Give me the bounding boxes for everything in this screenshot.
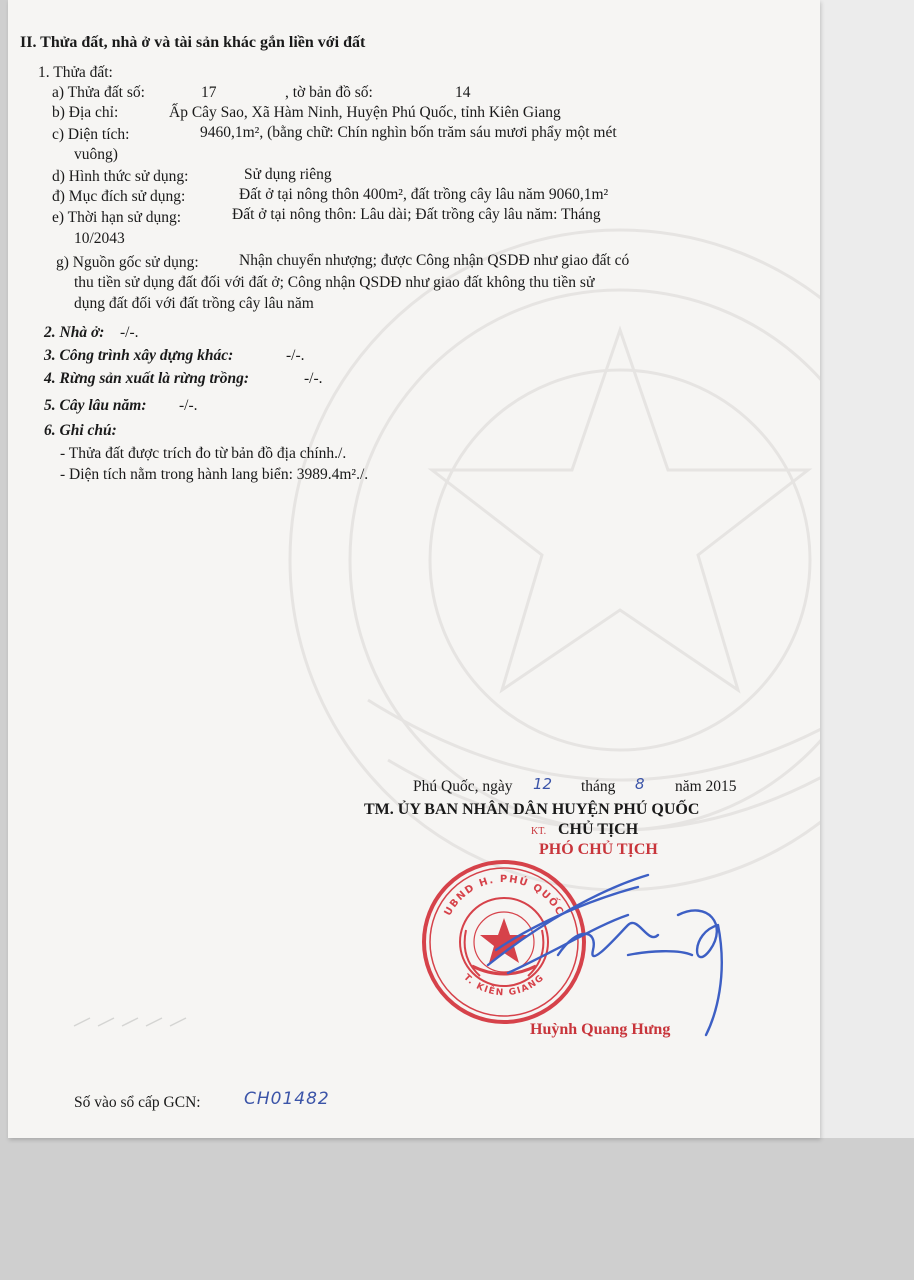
signer-name: Huỳnh Quang Hưng — [530, 1021, 671, 1038]
house-label: 2. Nhà ở: — [44, 324, 105, 341]
purpose-label: đ) Mục đích sử dụng: — [52, 188, 186, 205]
section-heading: II. Thửa đất, nhà ở và tài sản khác gắn liền với đất — [20, 34, 366, 51]
chairman-title: CHỦ TỊCH — [558, 821, 639, 838]
date-prefix: Phú Quốc, ngày — [413, 778, 513, 795]
scan-margin — [820, 0, 914, 1138]
parcel-label: a) Thửa đất số: — [52, 84, 145, 101]
date-month-label: tháng — [581, 778, 616, 795]
perennial-value: -/-. — [179, 397, 198, 414]
house-value: -/-. — [120, 324, 139, 341]
use-form-label: d) Hình thức sử dụng: — [52, 168, 189, 185]
forest-label: 4. Rừng sản xuất là rừng trồng: — [44, 370, 250, 387]
term-value-line1: Đất ở tại nông thôn: Lâu dài; Đất trồng cây lâu năm: Tháng — [232, 206, 601, 223]
date-year: năm 2015 — [675, 778, 737, 795]
purpose-value: Đất ở tại nông thôn 400m², đất trồng cây lâu năm 9060,1m² — [239, 186, 609, 203]
origin-value-line2: thu tiền sử dụng đất đối với đất ở; Công nhận QSDĐ như giao đất không thu tiền sử — [74, 274, 595, 291]
note-item: - Diện tích nằm trong hành lang biển: 3989.4m²./. — [60, 466, 369, 483]
address-value: Ấp Cây Sao, Xã Hàm Ninh, Huyện Phú Quốc, tỉnh Kiên Giang — [169, 104, 561, 121]
vice-chairman-title: PHÓ CHỦ TỊCH — [539, 841, 658, 858]
area-value-line2: vuông) — [74, 146, 118, 163]
term-value-line2: 10/2043 — [74, 230, 125, 247]
area-value-line1: 9460,1m², (bằng chữ: Chín nghìn bốn trăm sáu mươi phẩy một mét — [200, 124, 617, 141]
construction-label: 3. Công trình xây dựng khác: — [44, 347, 234, 364]
registry-number: CH01482 — [244, 1089, 330, 1109]
construction-value: -/-. — [286, 347, 305, 364]
use-form-value: Sử dụng riêng — [244, 166, 332, 183]
seal-text-top: UBND H. PHÚ QUỐC — [442, 873, 566, 918]
area-label: c) Diện tích: — [52, 126, 130, 143]
date-month: 8 — [635, 775, 645, 793]
map-number: 14 — [455, 84, 471, 101]
address-label: b) Địa chỉ: — [52, 104, 119, 121]
term-label: e) Thời hạn sử dụng: — [52, 209, 182, 226]
land-heading: 1. Thửa đất: — [38, 64, 113, 81]
certificate-page — [8, 0, 820, 1138]
parcel-number: 17 — [201, 84, 217, 101]
authority-title: TM. ỦY BAN NHÂN DÂN HUYỆN PHÚ QUỐC — [364, 801, 700, 818]
origin-value-line1: Nhận chuyển nhượng; được Công nhận QSDĐ như giao đất có — [239, 252, 630, 269]
faint-stamp-mark — [70, 1012, 210, 1032]
kt-mark: KT. — [531, 826, 547, 837]
map-label: , tờ bản đồ số: — [285, 84, 373, 101]
forest-value: -/-. — [304, 370, 323, 387]
notes-label: 6. Ghi chú: — [44, 422, 117, 439]
origin-value-line3: dụng đất đối với đất trồng cây lâu năm — [74, 295, 314, 312]
handwritten-signature — [478, 855, 738, 1045]
note-item: - Thửa đất được trích đo từ bản đồ địa chính./. — [60, 445, 347, 462]
registry-label: Số vào sổ cấp GCN: — [74, 1094, 201, 1111]
date-day: 12 — [533, 775, 553, 793]
origin-label: g) Nguồn gốc sử dụng: — [56, 254, 199, 271]
perennial-label: 5. Cây lâu năm: — [44, 397, 147, 414]
seal-text-bottom: T. KIÊN GIANG — [461, 972, 547, 999]
